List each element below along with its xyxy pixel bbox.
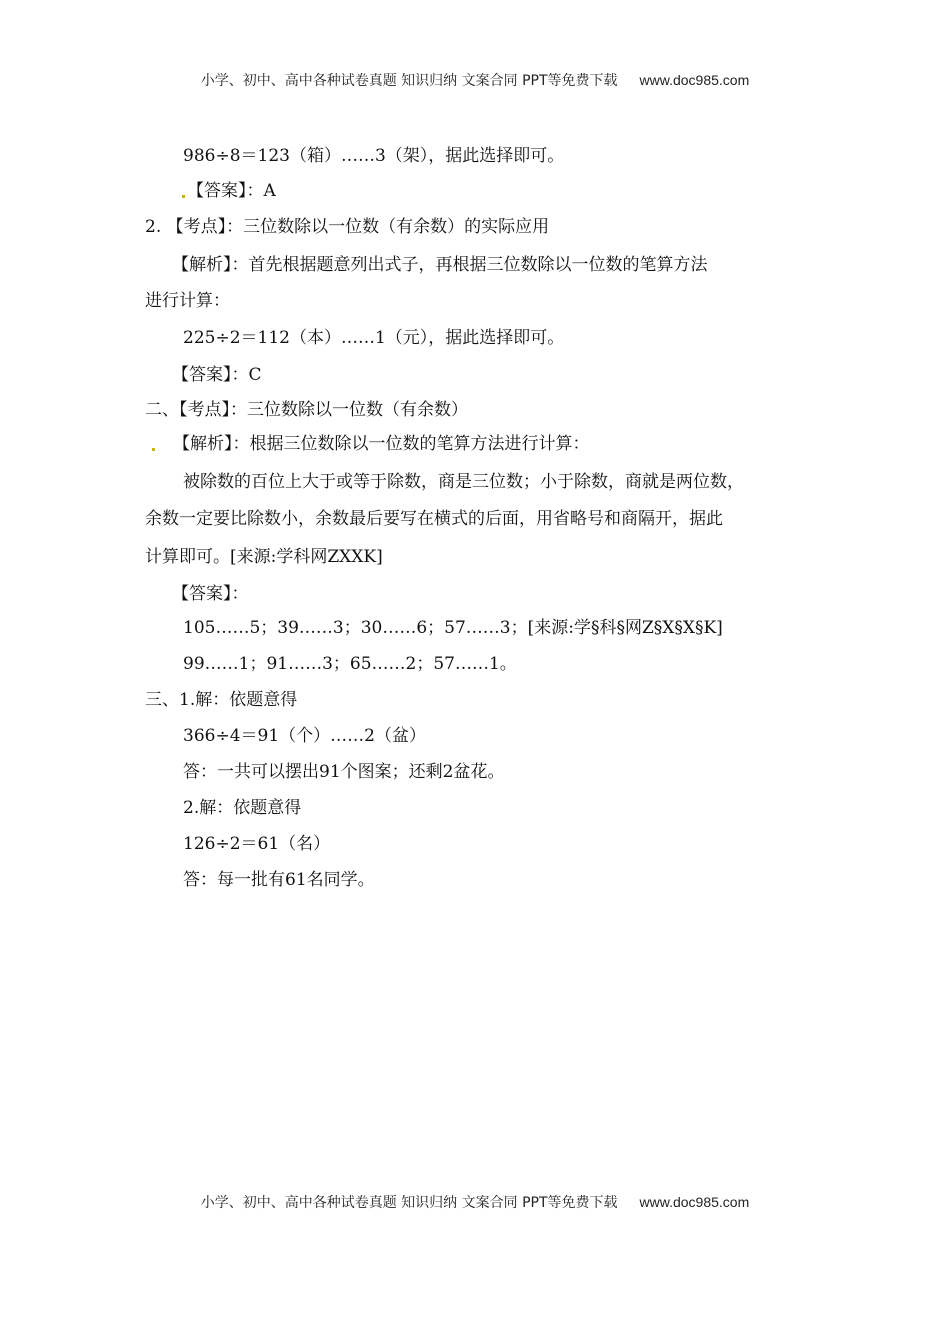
text-line-5: 进行计算：: [145, 291, 230, 311]
marker-dot: [152, 448, 155, 451]
header-url[interactable]: www.doc985.com: [639, 72, 750, 88]
text-line-18: 答：一共可以摆出91个图案；还剩2盆花。: [183, 762, 505, 782]
text-line-19: 2.解：依题意得: [183, 798, 302, 818]
text-line-14: 105……5；39……3；30……6；57……3；[来源:学§科§网Z§X§X§K]: [183, 618, 723, 638]
text-line-9: [150, 433, 590, 455]
text-line-1: 986÷8＝123（箱）……3（架），据此选择即可。: [183, 146, 565, 166]
text-line-15: 99……1；91……3；65……2；57……1。: [183, 654, 517, 674]
text-line-6: 225÷2＝112（本）……1（元），据此选择即可。: [183, 328, 565, 348]
text-line-13: 【答案】：: [172, 584, 249, 604]
text-line-2: [180, 180, 276, 202]
text-line-9-content: 【解析】：根据三位数除以一位数的笔算方法进行计算：: [173, 434, 590, 454]
text-line-21: 答：每一批有61名同学。: [183, 870, 375, 890]
text-line-20: 126÷2＝61（名）: [183, 834, 331, 854]
page-footer: [0, 1192, 950, 1212]
text-line-7: 【答案】：C: [172, 365, 262, 385]
marker-dot: [182, 195, 185, 198]
text-line-12: 计算即可。[来源:学科网ZXXK]: [145, 547, 383, 567]
text-line-16: 三、1.解：依题意得: [145, 690, 298, 710]
header-text: 小学、初中、高中各种试卷真题 知识归纳 文案合同 PPT等免费下载: [200, 73, 618, 89]
text-line-10: 被除数的百位上大于或等于除数，商是三位数；小于除数，商就是两位数，: [183, 472, 744, 492]
text-line-8: 二、【考点】：三位数除以一位数（有余数）: [145, 400, 468, 420]
footer-text: 小学、初中、高中各种试卷真题 知识归纳 文案合同 PPT等免费下载: [200, 1195, 618, 1211]
text-line-2-content: 【答案】：A: [187, 181, 276, 201]
footer-url[interactable]: www.doc985.com: [639, 1194, 750, 1210]
text-line-4: 【解析】：首先根据题意列出式子，再根据三位数除以一位数的笔算方法: [172, 255, 708, 275]
text-line-17: 366÷4＝91（个）……2（盆）: [183, 726, 426, 746]
text-line-11: 余数一定要比除数小，余数最后要写在横式的后面，用省略号和商隔开，据此: [145, 509, 723, 529]
text-line-3: 2. 【考点】：三位数除以一位数（有余数）的实际应用: [145, 217, 550, 237]
page-header: [0, 70, 950, 90]
